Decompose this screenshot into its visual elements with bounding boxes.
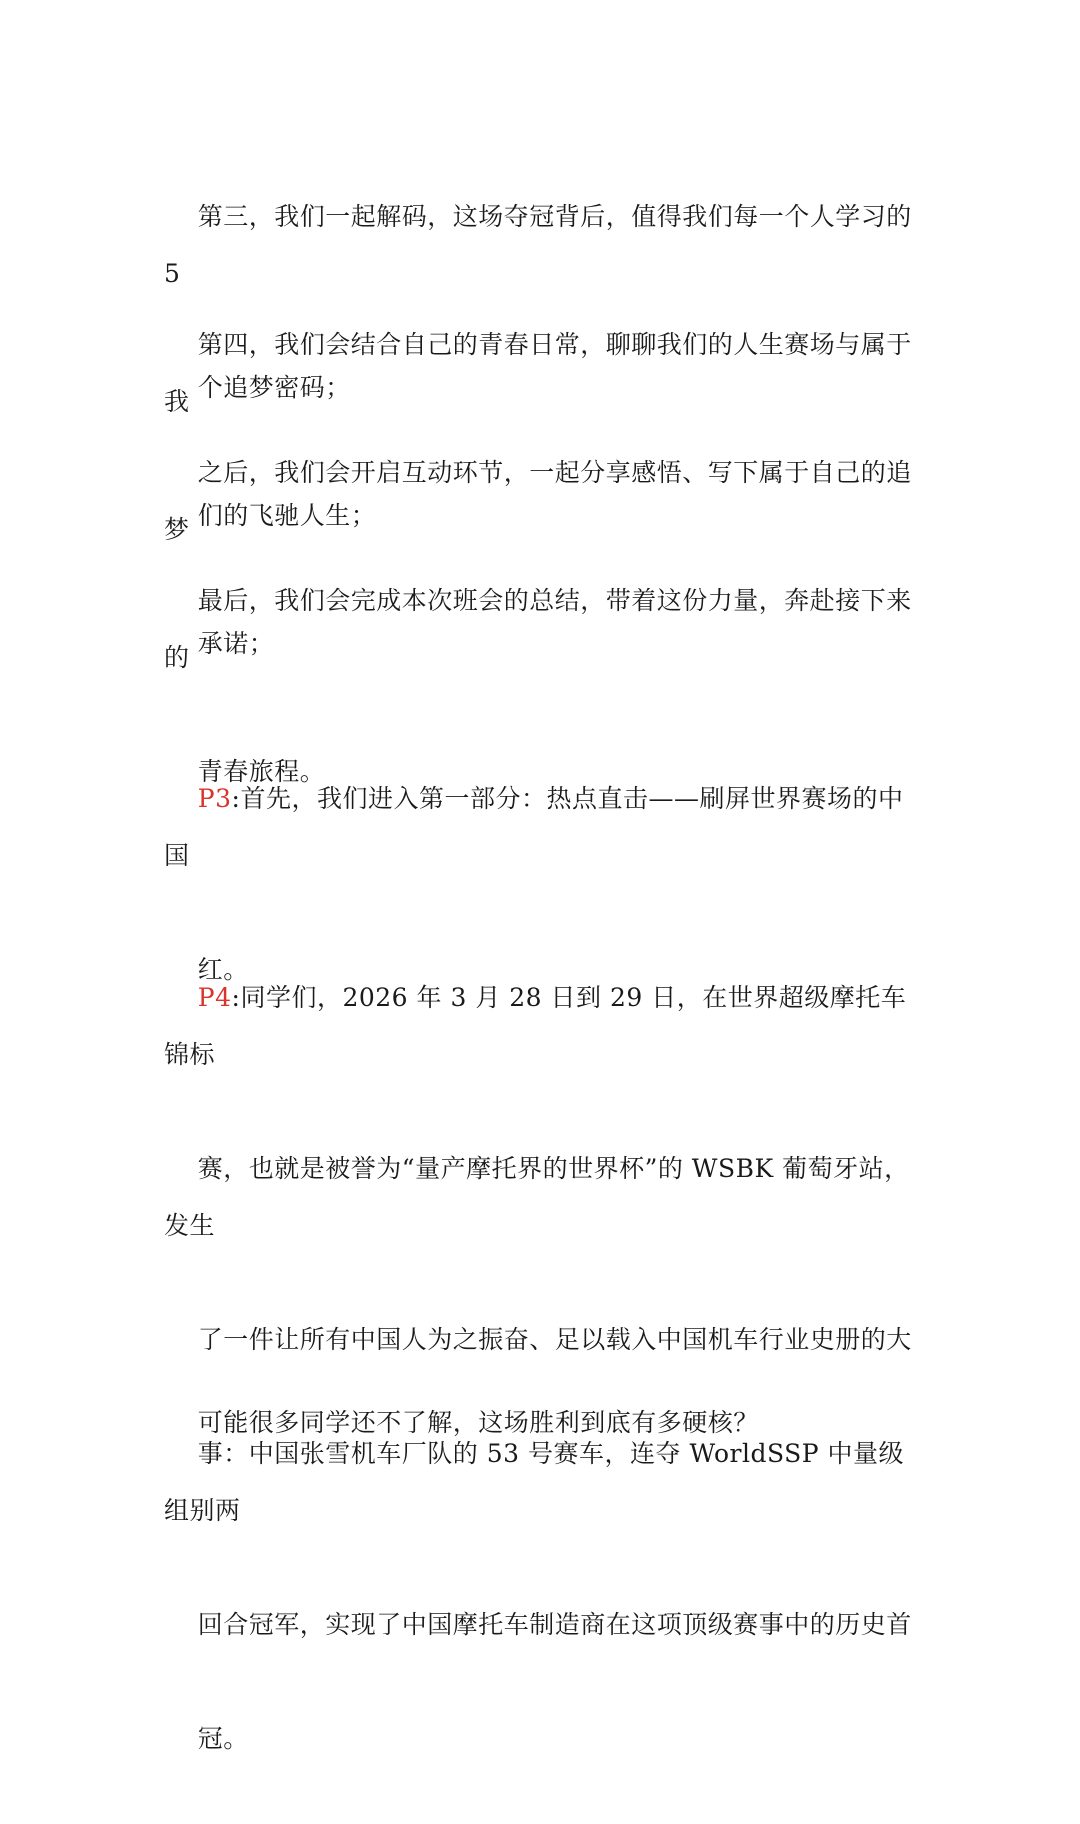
paragraph-line: 承诺； [197,629,275,658]
paragraph-line: 赛，也就是被誉为“量产摩托界的世界杯”的 WSBK 葡萄牙站，发生 [164,1154,910,1240]
paragraph-line: 青春旅程。 [197,757,326,786]
paragraph-line: 第三，我们一起解码，这场夺冠背后，值得我们每一个人学习的 5 [164,202,921,288]
paragraph-line: 们的飞驰人生； [197,501,377,530]
paragraph-line: 之后，我们会开启互动环节，一起分享感悟、写下属于自己的追梦 [164,458,912,544]
paragraph-line: 冠。 [197,1724,249,1753]
slide-marker-p4: P4 [197,983,232,1012]
paragraph-line: 了一件让所有中国人为之振奋、足以载入中国机车行业史册的大 [197,1325,912,1354]
slide-marker-p3: P3 [197,784,232,813]
paragraph-line: 回合冠军，实现了中国摩托车制造商在这项顶级赛事中的历史首 [197,1610,912,1639]
paragraph-line: 第四，我们会结合自己的青春日常，聊聊我们的人生赛场与属于我 [164,330,912,416]
paragraph-line: 红。 [197,955,249,984]
paragraph-line: :首先，我们进入第一部分：热点直击——刷屏世界赛场的中国 [164,784,904,870]
paragraph-line: 事：中国张雪机车厂队的 53 号赛车，连夺 WorldSSP 中量级组别两 [164,1439,905,1525]
paragraph-line: :同学们，2026 年 3 月 28 日到 29 日，在世界超级摩托车锦标 [164,983,907,1069]
paragraph-line: 可能很多同学还不了解，这场胜利到底有多硬核？ [197,1408,759,1437]
paragraph-question [164,1337,924,1508]
paragraph-line: 最后，我们会完成本次班会的总结，带着这份力量，奔赴接下来的 [164,586,912,672]
paragraph-line: 个追梦密码； [197,373,351,402]
